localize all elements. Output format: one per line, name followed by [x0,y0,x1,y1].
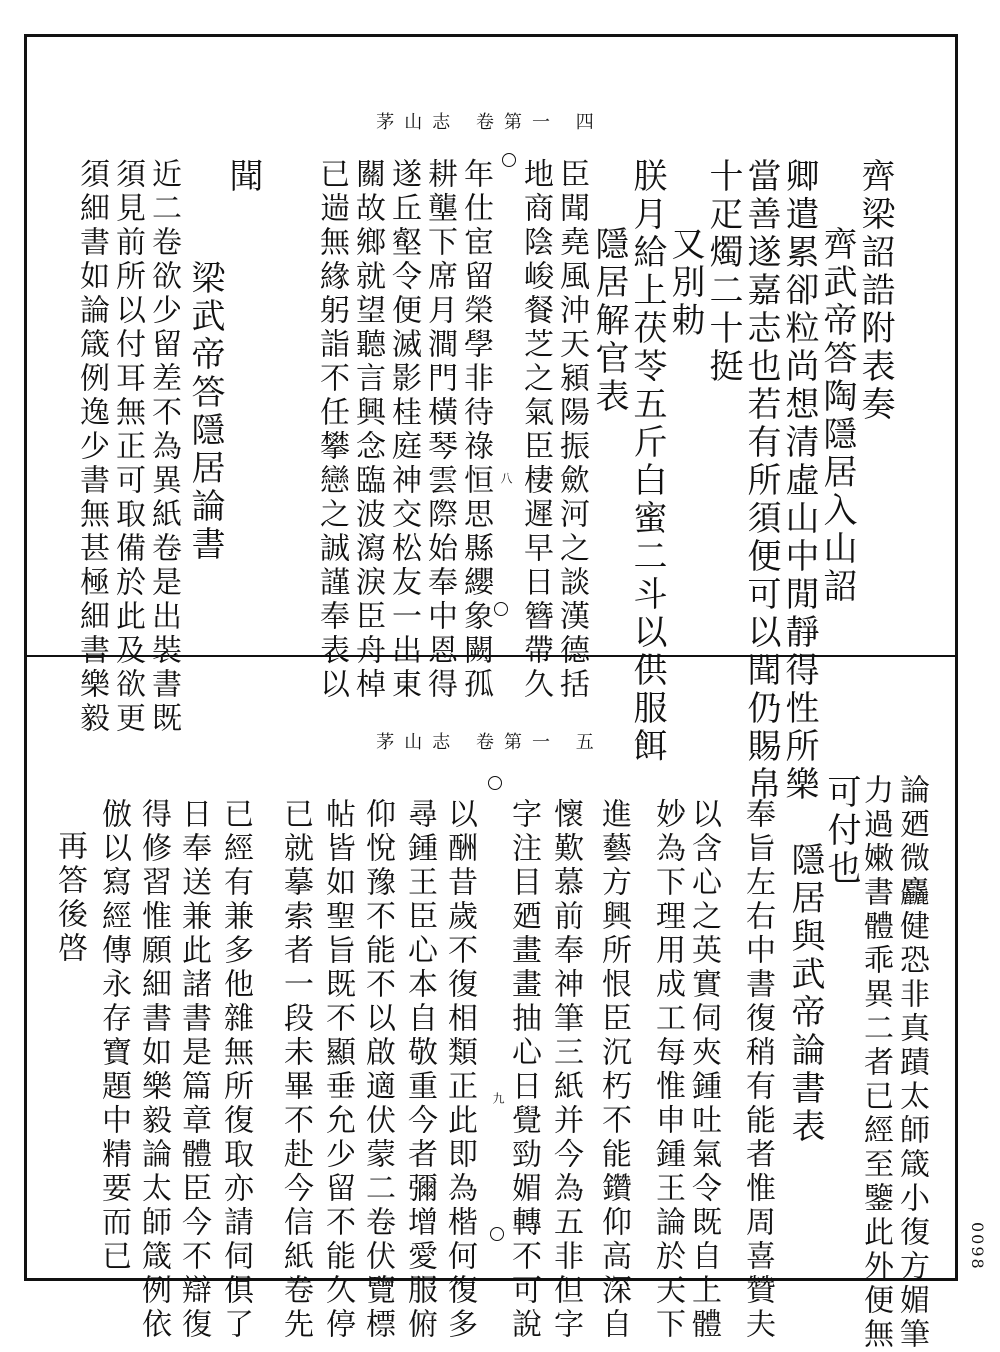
lower-panel [40,660,940,1352]
text-column: 論廼微麤健恐非真蹟太師箴小復方媚筆 [894,774,929,1352]
text-column: 已遄無緣躬詣不任攀戀之誠謹奉表以 [314,158,349,702]
text-column: 進藝方興所恨臣沉朽不能鑽仰高深自 [596,798,631,1342]
text-column: 懷歎慕前奉神筆三紙并今為五非但字 [548,798,583,1342]
text-column: 近二卷欲少留差不為異紙卷是出裝書既 [146,158,181,736]
text-column: 關故鄉就望聽言興念臨波瀉淚臣舟棹 [350,158,385,702]
text-column: 得修習惟願細書如樂毅論太師箴例依 [136,798,171,1342]
text-column: 隱居與武帝論書表 [785,842,825,1146]
text-column: 地商陰峻餐芝之氣臣棲遲早日簪帶久 [518,158,553,702]
circle-mark [488,776,502,790]
text-column: 聞 [223,158,263,196]
text-column: 以酬昔歲不復相類正此即為楷何復多 [442,798,477,1342]
running-head: 茅山志 卷第一 四 [376,112,604,133]
text-column: 日奉送兼此諸書是篇章體臣今不辯復 [176,798,211,1342]
circle-mark [502,153,516,167]
text-column: 仰悅豫不能不以啟適伏蒙二卷伏覽標 [360,798,395,1342]
text-column: 梁武帝答隱居論書 [185,260,225,564]
text-column: 以含心之英實伺夾鍾吐氣令既自上體 [686,798,721,1342]
text-column: 須見前所以付耳無正可取備於此及欲更 [110,158,145,736]
text-column: 耕壟下席月澗門橫琴雲際始奉中恩得 [422,158,457,702]
text-column: 須細書如論箴例逸少書無甚極細書樂毅 [74,158,109,736]
text-column: 當善遂嘉志也若有所須便可以聞仍賜帛 [741,158,781,804]
fold-mark: 九 [491,1092,505,1105]
page-number: 0098 [968,1222,987,1271]
text-column: 臣聞堯風沖天潁陽振歛河之談漢德括 [554,158,589,702]
text-column: 又別勅 [665,226,705,340]
text-column: 可付也 [821,774,861,888]
text-column: 隱居解官表 [589,226,629,416]
text-column: 奉旨左右中書復稍有能者惟周喜贊夫 [740,798,775,1342]
text-column: 遂丘壑令便滅影桂庭神交松友一出東 [386,158,421,702]
text-column: 齊武帝答陶隱居入山詔 [817,226,857,606]
text-column: 再答後啓 [52,830,87,966]
text-column: 朕月給上茯苓五斤白蜜二斗以供服餌 [627,158,667,766]
text-column: 十疋燭二十挺 [703,158,743,386]
running-head: 茅山志 卷第一 五 [376,732,604,753]
text-column: 力過嫩書體乖異二者已經至鑒此外便無 [858,774,893,1352]
text-column: 字注目廼畫畫抽心日覺勁媚轉不可說 [506,798,541,1342]
text-column: 年仕宦留榮學非待祿恒思縣纓象闕孤 [458,158,493,702]
text-column: 倣以寫經傳永存寶題中精要而已 [96,798,131,1274]
circle-mark [494,602,508,616]
text-column: 妙為下理用成工每惟申鍾王論於天下 [650,798,685,1342]
text-column: 卿遣累卻粒尚想清虛山中閒靜得性所樂 [779,158,819,804]
text-column: 已就摹索者一段未畢不赴今信紙卷先 [278,798,313,1342]
text-column: 已經有兼多他雜無所復取亦請伺俱了 [218,798,253,1342]
text-column: 齊梁詔誥附表奏 [855,158,895,424]
text-column: 帖皆如聖旨既不顯垂允少留不能久停 [320,798,355,1342]
fold-mark: 八 [499,472,513,485]
text-column: 尋鍾王臣心本自敬重今者彌增愛服俯 [402,798,437,1342]
circle-mark [490,1227,504,1241]
